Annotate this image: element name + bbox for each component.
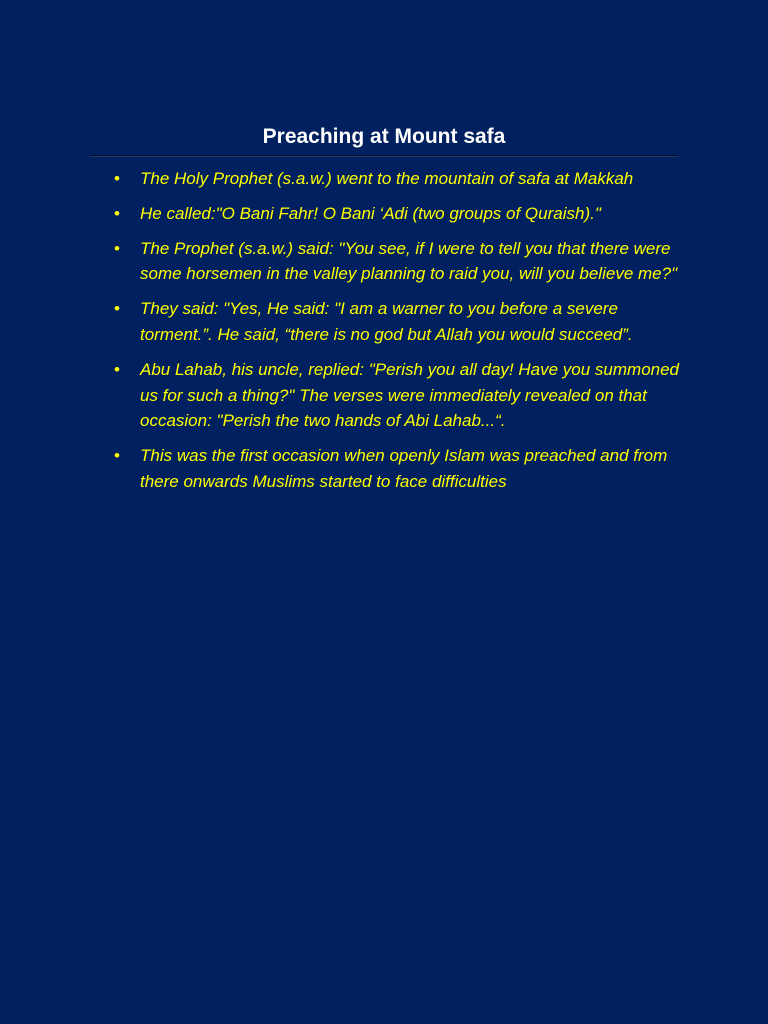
bullet-text: The Holy Prophet (s.a.w.) went to the mountain of safa at Makkah	[140, 169, 634, 188]
slide-title: Preaching at Mount safa	[262, 125, 506, 148]
bullet-text: He called:"O Bani Fahr! O Bani ‘Adi (two groups of Quraish)."	[140, 203, 601, 223]
bullet-icon: •	[114, 446, 120, 466]
bullet-list	[114, 166, 684, 504]
bullet-icon: •	[114, 359, 120, 379]
list-item	[114, 236, 684, 288]
bullet-text: Abu Lahab, his uncle, replied: "Perish you all day! Have you summoned us for such a thing?" The verses were immediately revealed on that occasion: "Perish the two hands of Abi Lahab...“.	[140, 359, 680, 431]
bullet-icon: •	[114, 169, 120, 188]
bullet-text: This was the first occasion when openly Islam was preached and from there onwards Muslims started to face difficulties	[140, 446, 668, 491]
list-item	[114, 296, 684, 348]
list-item	[114, 166, 684, 192]
list-item	[114, 201, 684, 227]
bullet-icon: •	[114, 238, 120, 258]
bullet-icon: •	[114, 203, 120, 223]
bullet-icon: •	[114, 299, 120, 319]
list-item	[114, 443, 684, 495]
list-item	[114, 357, 684, 434]
bullet-text: The Prophet (s.a.w.) said: "You see, if I were to tell you that there were some horsemen in the valley planning to raid you, will you believe me?"	[140, 238, 678, 284]
bullet-text: They said: "Yes, He said: "I am a warner to you before a severe torment.”. He said, “there is no god but Allah you would succeed”.	[140, 299, 633, 344]
title-divider	[90, 155, 678, 157]
